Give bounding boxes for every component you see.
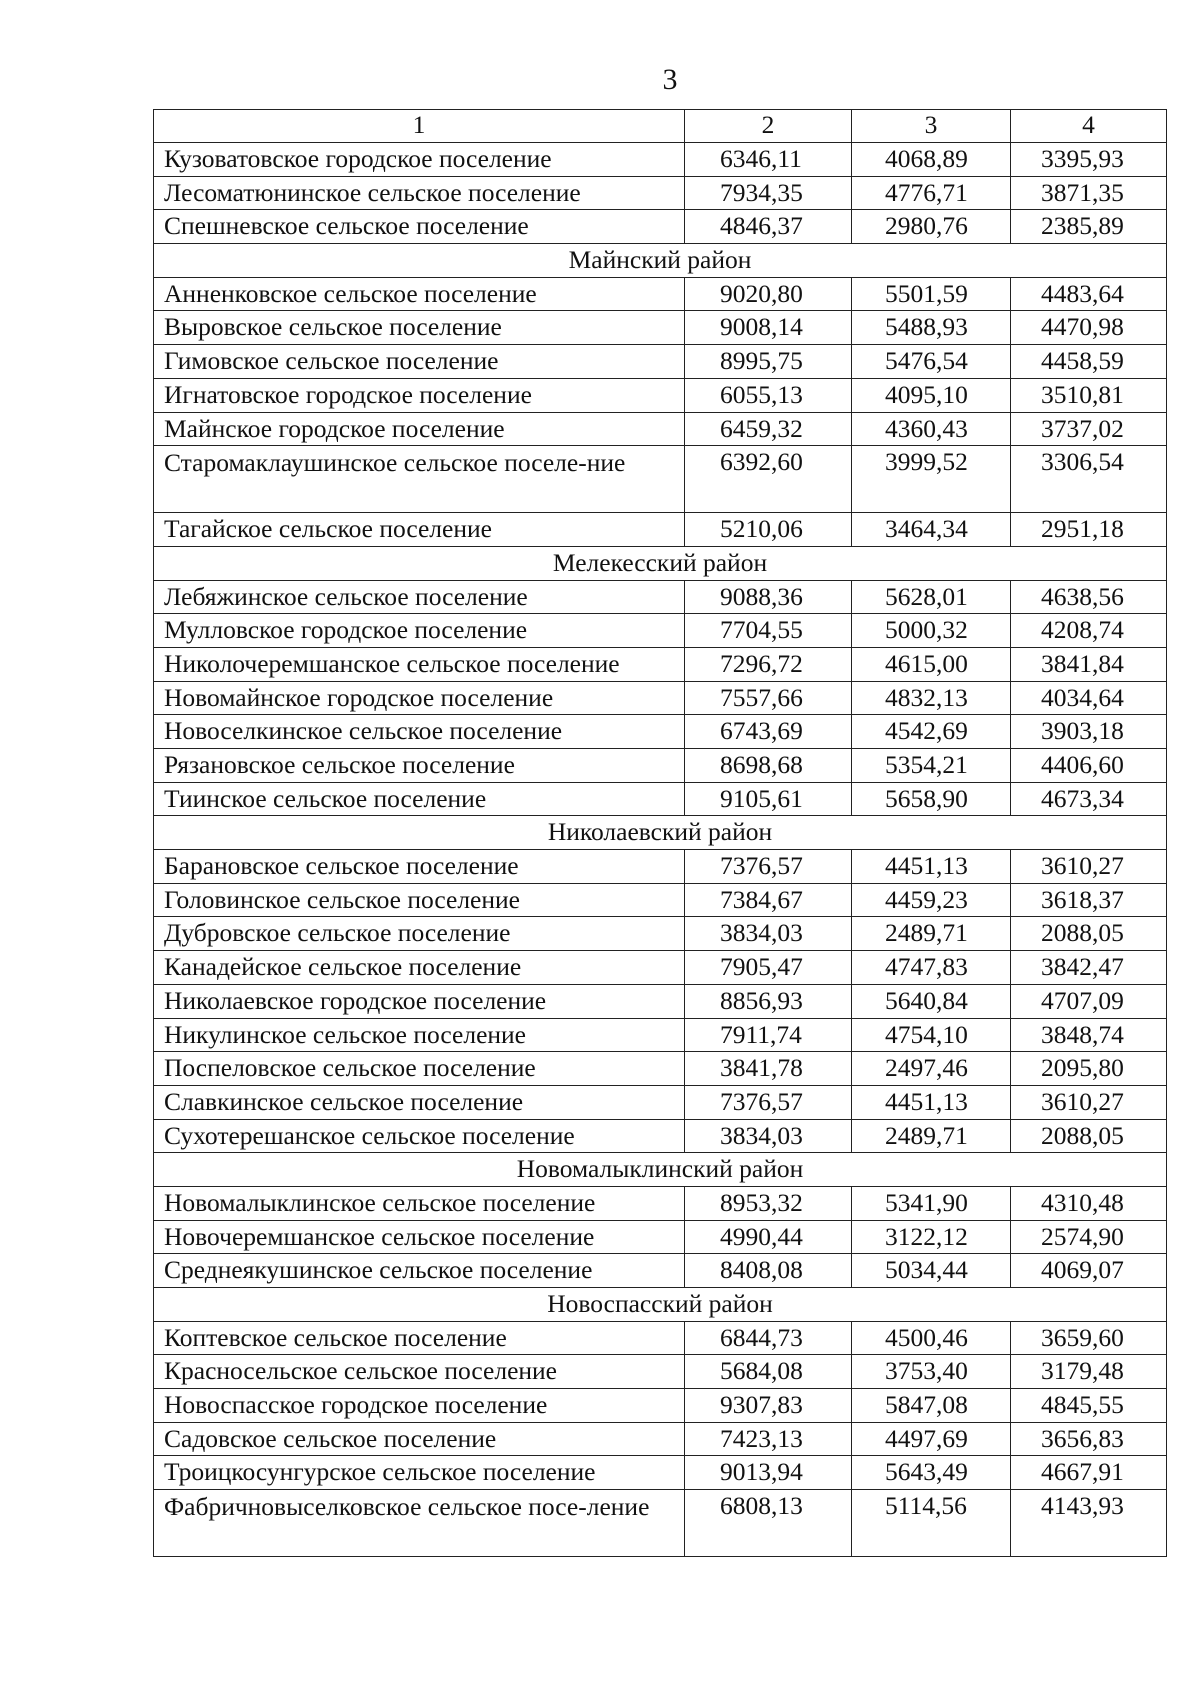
district-header-row — [154, 1288, 1167, 1322]
value-col-2: 7423,13 — [685, 1422, 852, 1456]
value-col-3: 3122,12 — [852, 1220, 1011, 1254]
header-cell-2: 2 — [685, 110, 852, 143]
value-col-2: 8995,75 — [685, 345, 852, 379]
table-row — [154, 1085, 1167, 1119]
district-header-row — [154, 546, 1167, 580]
settlement-name: Троицкосунгурское сельское поселение — [154, 1456, 685, 1490]
table-row — [154, 513, 1167, 547]
value-col-2: 3834,03 — [685, 917, 852, 951]
table-row — [154, 378, 1167, 412]
value-col-4: 4673,34 — [1011, 782, 1167, 816]
value-col-2: 9013,94 — [685, 1456, 852, 1490]
value-col-4: 4458,59 — [1011, 345, 1167, 379]
table-row — [154, 883, 1167, 917]
settlement-name: Коптевское сельское поселение — [154, 1321, 685, 1355]
table-row — [154, 143, 1167, 177]
settlement-name: Никулинское сельское поселение — [154, 1018, 685, 1052]
value-col-4: 2951,18 — [1011, 513, 1167, 547]
settlement-name: Красносельское сельское поселение — [154, 1355, 685, 1389]
value-col-2: 6346,11 — [685, 143, 852, 177]
value-col-2: 5210,06 — [685, 513, 852, 547]
value-col-4: 2095,80 — [1011, 1052, 1167, 1086]
header-cell-1: 1 — [154, 110, 685, 143]
value-col-2: 4990,44 — [685, 1220, 852, 1254]
value-col-2: 7911,74 — [685, 1018, 852, 1052]
settlement-name: Лесоматюнинское сельское поселение — [154, 176, 685, 210]
value-col-3: 4832,13 — [852, 681, 1011, 715]
value-col-2: 7376,57 — [685, 850, 852, 884]
value-col-2: 9307,83 — [685, 1389, 852, 1423]
settlement-name: Тиинское сельское поселение — [154, 782, 685, 816]
value-col-4: 3306,54 — [1011, 446, 1167, 513]
value-col-4: 3610,27 — [1011, 1085, 1167, 1119]
settlement-name: Николаевское городское поселение — [154, 984, 685, 1018]
district-name: Майнский район — [154, 244, 1167, 278]
settlement-name: Новомайнское городское поселение — [154, 681, 685, 715]
value-col-3: 4451,13 — [852, 1085, 1011, 1119]
table-row — [154, 1220, 1167, 1254]
district-header-row — [154, 244, 1167, 278]
value-col-2: 7296,72 — [685, 647, 852, 681]
table-body — [154, 110, 1167, 1557]
value-col-4: 4638,56 — [1011, 580, 1167, 614]
value-col-4: 3659,60 — [1011, 1321, 1167, 1355]
value-col-3: 4451,13 — [852, 850, 1011, 884]
value-col-3: 5354,21 — [852, 749, 1011, 783]
settlement-name: Новоселкинское сельское поселение — [154, 715, 685, 749]
value-col-3: 5488,93 — [852, 311, 1011, 345]
table-row — [154, 715, 1167, 749]
value-col-4: 3395,93 — [1011, 143, 1167, 177]
value-col-3: 4776,71 — [852, 176, 1011, 210]
value-col-4: 2574,90 — [1011, 1220, 1167, 1254]
settlement-name: Барановское сельское поселение — [154, 850, 685, 884]
value-col-4: 3510,81 — [1011, 378, 1167, 412]
settlement-name: Головинское сельское поселение — [154, 883, 685, 917]
value-col-4: 4143,93 — [1011, 1490, 1167, 1557]
settlement-name: Мулловское городское поселение — [154, 614, 685, 648]
value-col-4: 2088,05 — [1011, 917, 1167, 951]
value-col-3: 4615,00 — [852, 647, 1011, 681]
value-col-3: 4360,43 — [852, 412, 1011, 446]
district-header-row — [154, 816, 1167, 850]
value-col-4: 4483,64 — [1011, 277, 1167, 311]
table-row — [154, 1456, 1167, 1490]
settlement-name: Гимовское сельское поселение — [154, 345, 685, 379]
header-cell-3: 3 — [852, 110, 1011, 143]
table-row — [154, 311, 1167, 345]
value-col-4: 2088,05 — [1011, 1119, 1167, 1153]
value-col-2: 9088,36 — [685, 580, 852, 614]
value-col-4: 3841,84 — [1011, 647, 1167, 681]
value-col-2: 8856,93 — [685, 984, 852, 1018]
table-row — [154, 1052, 1167, 1086]
table-row — [154, 681, 1167, 715]
table-row — [154, 850, 1167, 884]
value-col-3: 5847,08 — [852, 1389, 1011, 1423]
table-row — [154, 446, 1167, 513]
value-col-4: 4310,48 — [1011, 1186, 1167, 1220]
table-row — [154, 1355, 1167, 1389]
settlement-name: Николочеремшанское сельское поселение — [154, 647, 685, 681]
value-col-4: 3871,35 — [1011, 176, 1167, 210]
settlement-name: Славкинское сельское поселение — [154, 1085, 685, 1119]
table-row — [154, 749, 1167, 783]
value-col-3: 5628,01 — [852, 580, 1011, 614]
table-row — [154, 277, 1167, 311]
value-col-3: 3999,52 — [852, 446, 1011, 513]
settlement-name: Анненковское сельское поселение — [154, 277, 685, 311]
value-col-4: 3848,74 — [1011, 1018, 1167, 1052]
value-col-3: 4068,89 — [852, 143, 1011, 177]
settlement-name: Новоспасское городское поселение — [154, 1389, 685, 1423]
table-row — [154, 1119, 1167, 1153]
value-col-4: 3842,47 — [1011, 951, 1167, 985]
settlement-name: Майнское городское поселение — [154, 412, 685, 446]
value-col-2: 7376,57 — [685, 1085, 852, 1119]
district-header-row — [154, 1153, 1167, 1187]
district-name: Новоспасский район — [154, 1288, 1167, 1322]
table-row — [154, 1422, 1167, 1456]
value-col-4: 3903,18 — [1011, 715, 1167, 749]
value-col-3: 5034,44 — [852, 1254, 1011, 1288]
table-row — [154, 614, 1167, 648]
value-col-2: 9105,61 — [685, 782, 852, 816]
value-col-3: 2489,71 — [852, 917, 1011, 951]
value-col-2: 6844,73 — [685, 1321, 852, 1355]
settlements-table — [153, 109, 1167, 1557]
value-col-3: 5476,54 — [852, 345, 1011, 379]
value-col-3: 3464,34 — [852, 513, 1011, 547]
value-col-2: 7905,47 — [685, 951, 852, 985]
value-col-2: 8953,32 — [685, 1186, 852, 1220]
value-col-2: 7934,35 — [685, 176, 852, 210]
settlement-name: Старомаклаушинское сельское поселе-ние — [154, 446, 685, 513]
value-col-2: 6808,13 — [685, 1490, 852, 1557]
value-col-3: 4459,23 — [852, 883, 1011, 917]
value-col-4: 3179,48 — [1011, 1355, 1167, 1389]
table-row — [154, 1321, 1167, 1355]
settlement-name: Игнатовское городское поселение — [154, 378, 685, 412]
value-col-4: 2385,89 — [1011, 210, 1167, 244]
value-col-4: 3656,83 — [1011, 1422, 1167, 1456]
value-col-2: 8408,08 — [685, 1254, 852, 1288]
settlement-name: Кузоватовское городское поселение — [154, 143, 685, 177]
value-col-3: 4497,69 — [852, 1422, 1011, 1456]
settlement-name: Среднеякушинское сельское поселение — [154, 1254, 685, 1288]
settlement-name: Новочеремшанское сельское поселение — [154, 1220, 685, 1254]
value-col-2: 3841,78 — [685, 1052, 852, 1086]
settlement-name: Рязановское сельское поселение — [154, 749, 685, 783]
header-cell-4: 4 — [1011, 110, 1167, 143]
settlement-name: Выровское сельское поселение — [154, 311, 685, 345]
table-row — [154, 1254, 1167, 1288]
settlement-name: Новомалыклинское сельское поселение — [154, 1186, 685, 1220]
table-row — [154, 1490, 1167, 1557]
value-col-3: 5341,90 — [852, 1186, 1011, 1220]
value-col-2: 7384,67 — [685, 883, 852, 917]
table-row — [154, 210, 1167, 244]
value-col-3: 3753,40 — [852, 1355, 1011, 1389]
settlement-name: Поспеловское сельское поселение — [154, 1052, 685, 1086]
table-row — [154, 951, 1167, 985]
value-col-4: 3737,02 — [1011, 412, 1167, 446]
value-col-2: 9008,14 — [685, 311, 852, 345]
settlement-name: Садовское сельское поселение — [154, 1422, 685, 1456]
value-col-3: 5640,84 — [852, 984, 1011, 1018]
settlement-name: Сухотерешанское сельское поселение — [154, 1119, 685, 1153]
value-col-3: 5658,90 — [852, 782, 1011, 816]
district-name: Николаевский район — [154, 816, 1167, 850]
value-col-3: 2980,76 — [852, 210, 1011, 244]
table-row — [154, 1186, 1167, 1220]
value-col-4: 4707,09 — [1011, 984, 1167, 1018]
table-row — [154, 176, 1167, 210]
value-col-3: 4500,46 — [852, 1321, 1011, 1355]
value-col-4: 3610,27 — [1011, 850, 1167, 884]
value-col-2: 3834,03 — [685, 1119, 852, 1153]
value-col-3: 5501,59 — [852, 277, 1011, 311]
value-col-2: 7557,66 — [685, 681, 852, 715]
district-name: Новомалыклинский район — [154, 1153, 1167, 1187]
value-col-3: 5000,32 — [852, 614, 1011, 648]
value-col-4: 3618,37 — [1011, 883, 1167, 917]
table-row — [154, 412, 1167, 446]
value-col-4: 4406,60 — [1011, 749, 1167, 783]
value-col-2: 6055,13 — [685, 378, 852, 412]
district-name: Мелекесский район — [154, 546, 1167, 580]
settlement-name: Канадейское сельское поселение — [154, 951, 685, 985]
table-row — [154, 580, 1167, 614]
table-row — [154, 984, 1167, 1018]
table-row — [154, 917, 1167, 951]
value-col-3: 4747,83 — [852, 951, 1011, 985]
settlement-name: Фабричновыселковское сельское посе-ление — [154, 1490, 685, 1557]
settlement-name: Спешневское сельское поселение — [154, 210, 685, 244]
value-col-2: 8698,68 — [685, 749, 852, 783]
value-col-3: 5643,49 — [852, 1456, 1011, 1490]
table-row — [154, 1389, 1167, 1423]
value-col-4: 4845,55 — [1011, 1389, 1167, 1423]
settlement-name: Лебяжинское сельское поселение — [154, 580, 685, 614]
value-col-3: 2489,71 — [852, 1119, 1011, 1153]
value-col-2: 6743,69 — [685, 715, 852, 749]
value-col-2: 7704,55 — [685, 614, 852, 648]
value-col-4: 4069,07 — [1011, 1254, 1167, 1288]
value-col-3: 5114,56 — [852, 1490, 1011, 1557]
table-row — [154, 345, 1167, 379]
value-col-2: 4846,37 — [685, 210, 852, 244]
page-number: 3 — [662, 63, 678, 96]
table-row — [154, 647, 1167, 681]
value-col-4: 4667,91 — [1011, 1456, 1167, 1490]
value-col-3: 4542,69 — [852, 715, 1011, 749]
value-col-2: 6459,32 — [685, 412, 852, 446]
value-col-2: 6392,60 — [685, 446, 852, 513]
value-col-4: 4034,64 — [1011, 681, 1167, 715]
value-col-2: 5684,08 — [685, 1355, 852, 1389]
value-col-3: 4095,10 — [852, 378, 1011, 412]
settlement-name: Тагайское сельское поселение — [154, 513, 685, 547]
value-col-4: 4208,74 — [1011, 614, 1167, 648]
settlement-name: Дубровское сельское поселение — [154, 917, 685, 951]
table-header-row — [154, 110, 1167, 143]
table-row — [154, 782, 1167, 816]
table-row — [154, 1018, 1167, 1052]
value-col-3: 2497,46 — [852, 1052, 1011, 1086]
value-col-4: 4470,98 — [1011, 311, 1167, 345]
value-col-3: 4754,10 — [852, 1018, 1011, 1052]
value-col-2: 9020,80 — [685, 277, 852, 311]
